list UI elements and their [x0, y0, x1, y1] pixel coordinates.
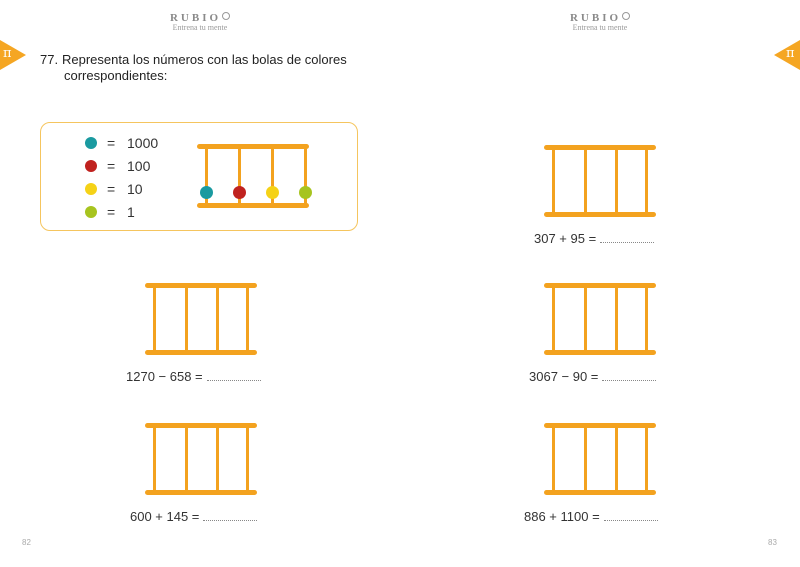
pi-tab-left: π — [0, 40, 28, 70]
abacus-bottom-bar — [197, 203, 309, 208]
abacus-answer-3[interactable] — [544, 145, 656, 217]
page-number-right: 83 — [768, 538, 777, 547]
problem-4: 3067 − 90 = — [529, 369, 656, 384]
abacus-top-bar — [197, 144, 309, 149]
problem-1: 1270 − 658 = — [126, 369, 261, 384]
green-ball-icon — [299, 186, 312, 199]
problem-3: 307 + 95 = — [534, 231, 654, 246]
rubio-logo-left: RUBIO Entrena tu mente — [140, 12, 260, 32]
rubio-logo-right: RUBIO Entrena tu mente — [540, 12, 660, 32]
answer-blank[interactable] — [602, 379, 656, 381]
problem-2: 600 + 145 = — [130, 509, 257, 524]
exercise-instruction: 77. Representa los números con las bolas de colores correspondientes: — [40, 52, 347, 83]
answer-blank[interactable] — [203, 519, 257, 521]
yellow-ball-icon — [266, 186, 279, 199]
yellow-ball-icon — [85, 183, 97, 195]
legend-box: = 1000 = 100 = 10 = 1 — [40, 122, 358, 231]
answer-blank[interactable] — [604, 519, 658, 521]
teal-ball-icon — [200, 186, 213, 199]
red-ball-icon — [85, 160, 97, 172]
page-number-left: 82 — [22, 538, 31, 547]
abacus-answer-2[interactable] — [145, 423, 257, 495]
exercise-number: 77. — [40, 52, 59, 67]
example-abacus — [197, 144, 309, 208]
red-ball-icon — [233, 186, 246, 199]
answer-blank[interactable] — [600, 241, 654, 243]
pi-tab-right: π — [772, 40, 800, 70]
lightbulb-icon — [622, 12, 630, 20]
teal-ball-icon — [85, 137, 97, 149]
problem-5: 886 + 1100 = — [524, 509, 658, 524]
abacus-answer-5[interactable] — [544, 423, 656, 495]
answer-blank[interactable] — [207, 379, 261, 381]
lightbulb-icon — [222, 12, 230, 20]
abacus-answer-4[interactable] — [544, 283, 656, 355]
green-ball-icon — [85, 206, 97, 218]
abacus-answer-1[interactable] — [145, 283, 257, 355]
